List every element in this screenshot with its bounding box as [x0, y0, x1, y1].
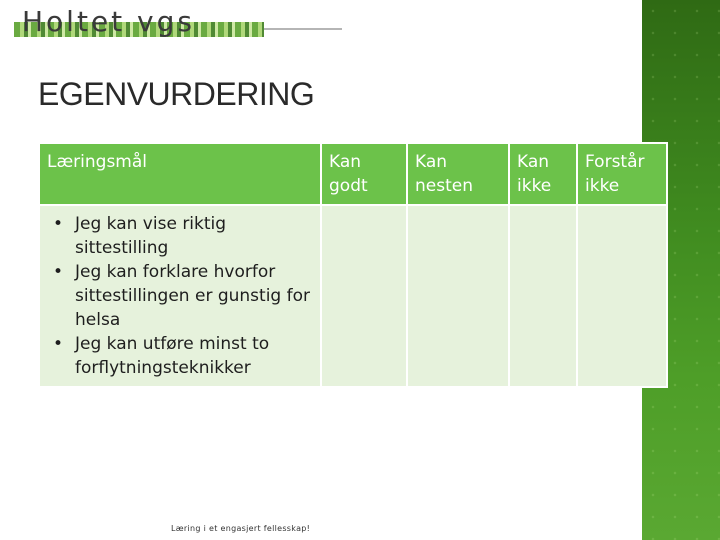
list-item: • Jeg kan forklare hvorfor sittestillingen er gunstig for helsa [75, 260, 313, 332]
footer-slogan: Læring i et engasjert fellesskap! [171, 524, 311, 533]
self-assessment-table [38, 142, 668, 388]
cell-kan-ikke[interactable] [509, 205, 577, 387]
goals-cell [39, 205, 321, 387]
column-header-kan-nesten: Kan nesten [407, 143, 509, 205]
column-header-kan-godt: Kan godt [321, 143, 407, 205]
cell-kan-godt[interactable] [321, 205, 407, 387]
table-row [39, 205, 667, 387]
column-header-forstar-ikke: Forstår ikke [577, 143, 667, 205]
cell-kan-nesten[interactable] [407, 205, 509, 387]
goals-list [47, 212, 313, 380]
logo-divider-line [264, 28, 342, 30]
cell-forstar-ikke[interactable] [577, 205, 667, 387]
table-header-row [39, 143, 667, 205]
column-header-kan-ikke: Kan ikke [509, 143, 577, 205]
page-title: EGENVURDERING [38, 76, 315, 112]
list-item: • Jeg kan utføre minst to forflytningsteknikker [75, 332, 313, 380]
list-item: • Jeg kan vise riktig sittestilling [75, 212, 313, 260]
school-logo: Holtet vgs [22, 5, 195, 38]
goals-column-header: Læringsmål [39, 143, 321, 205]
